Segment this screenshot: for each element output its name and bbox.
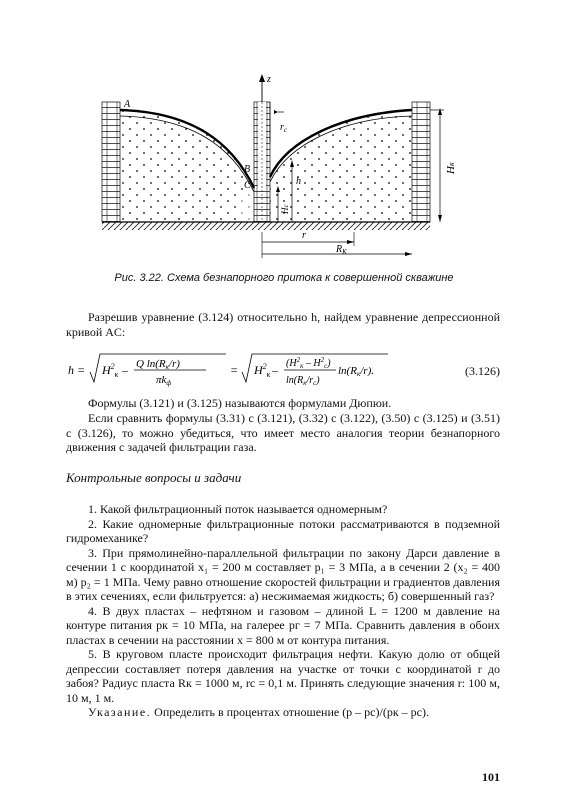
paragraph-dupuit: Формулы (3.121) и (3.125) называются формулами Дюпюи.: [88, 396, 392, 410]
label-hc: Hc: [280, 204, 290, 214]
page-number: 101: [482, 770, 500, 784]
note-label: Указание.: [88, 705, 152, 719]
label-rk: $R_К$: [336, 244, 347, 256]
label-a: A: [124, 99, 131, 110]
svg-text:πkф: πkф: [156, 374, 172, 387]
figure-caption: Рис. 3.22. Схема безнапорного притока к совершенной скважине: [114, 272, 454, 284]
question-5: 5. В круговом пласте происходит фильтрация нефти. Какую долю от общей депрессии составляет потеря давления на участке от точки с координатой r до забоя? Радиус пласта Rк = 1000 м, rс = 0,1 м. Принять следующие значения r: 100 м, 10 м, 1 м.: [66, 647, 500, 705]
paragraph-analogy: Если сравнить формулы (3.31) с (3.121), (3.32) с (3.122), (3.50) с (3.125) и (3.51) с (3.126), то можно убедиться, что имеет место аналогия теории безнапорного движения с задачей фильтрации газа.: [66, 411, 500, 454]
svg-text:Q ln(Rк/r): Q ln(Rк/r): [136, 358, 180, 371]
question-4: 4. В двух пластах – нефтяном и газовом – длиной L = 1200 м давление на контуре питания pк = 10 МПа, на галерее pг = 7 МПа. Сравнить давления в обоих пластах в сечении на расстоянии x = 800 м от контура питания.: [66, 603, 500, 647]
impermeable-base: [102, 222, 430, 230]
left-wall: [102, 102, 120, 222]
equation-body: [66, 350, 396, 390]
label-rc: $r_c$: [280, 122, 288, 134]
paragraph-intro: Разрешив уравнение (3.124) относительно h, найдем уравнение депрессионной кривой AC:: [66, 310, 500, 339]
label-r: r: [302, 230, 306, 241]
svg-text:ln(Rк/r).: ln(Rк/r).: [338, 365, 374, 378]
svg-text:H2к: $H^2_к$: [102, 362, 119, 379]
right-wall: [412, 102, 430, 222]
svg-text:H2к: $H^2_к$: [254, 362, 271, 379]
svg-text:–: –: [272, 363, 278, 377]
question-3: 3. При прямолинейно-параллельной фильтрации по закону Дарси давление в сечении 1 с координатой x₁ = 200 м составляет p₁ = 3 МПа, а в сечении 2 (x₂ = 400 м) p₂ = 1 МПа. Чему равно отношение скоростей фильтрации и градиентов давления в этих сечениях, если фильтруется: а) несжимаемая жидкость; б) совершенный газ?: [66, 545, 500, 603]
equation-number: (3.126): [465, 364, 500, 378]
svg-text:h =: h =: [68, 363, 86, 377]
well-inflow-diagram: [92, 72, 472, 262]
note: [66, 705, 500, 720]
label-z: z: [267, 74, 271, 85]
label-hk: Hк: [445, 162, 457, 174]
section-title: Контрольные вопросы и задачи: [66, 470, 242, 485]
question-1: 1. Какой фильтрационный поток называется одномерным?: [88, 502, 388, 516]
equation-3-126: [66, 350, 500, 390]
svg-text:–: –: [122, 363, 128, 377]
label-c: C: [244, 180, 251, 191]
question-2: 2. Какие одномерные фильтрационные потоки рассматриваются в подземной гидромеханике?: [66, 516, 500, 545]
svg-text:(H2к – H2с): $(H^2_к - H^2_с)$: [286, 356, 331, 370]
svg-text:=: =: [230, 363, 239, 377]
label-b: B: [244, 164, 251, 175]
label-h: h: [296, 176, 301, 187]
svg-text:ln(Rк/rс): $\ln(R_к/r_с)$: [286, 375, 320, 387]
note-text: Определить в процентах отношение (p – pс)/(pк – pс).: [151, 705, 429, 719]
questions-list: [66, 502, 500, 720]
